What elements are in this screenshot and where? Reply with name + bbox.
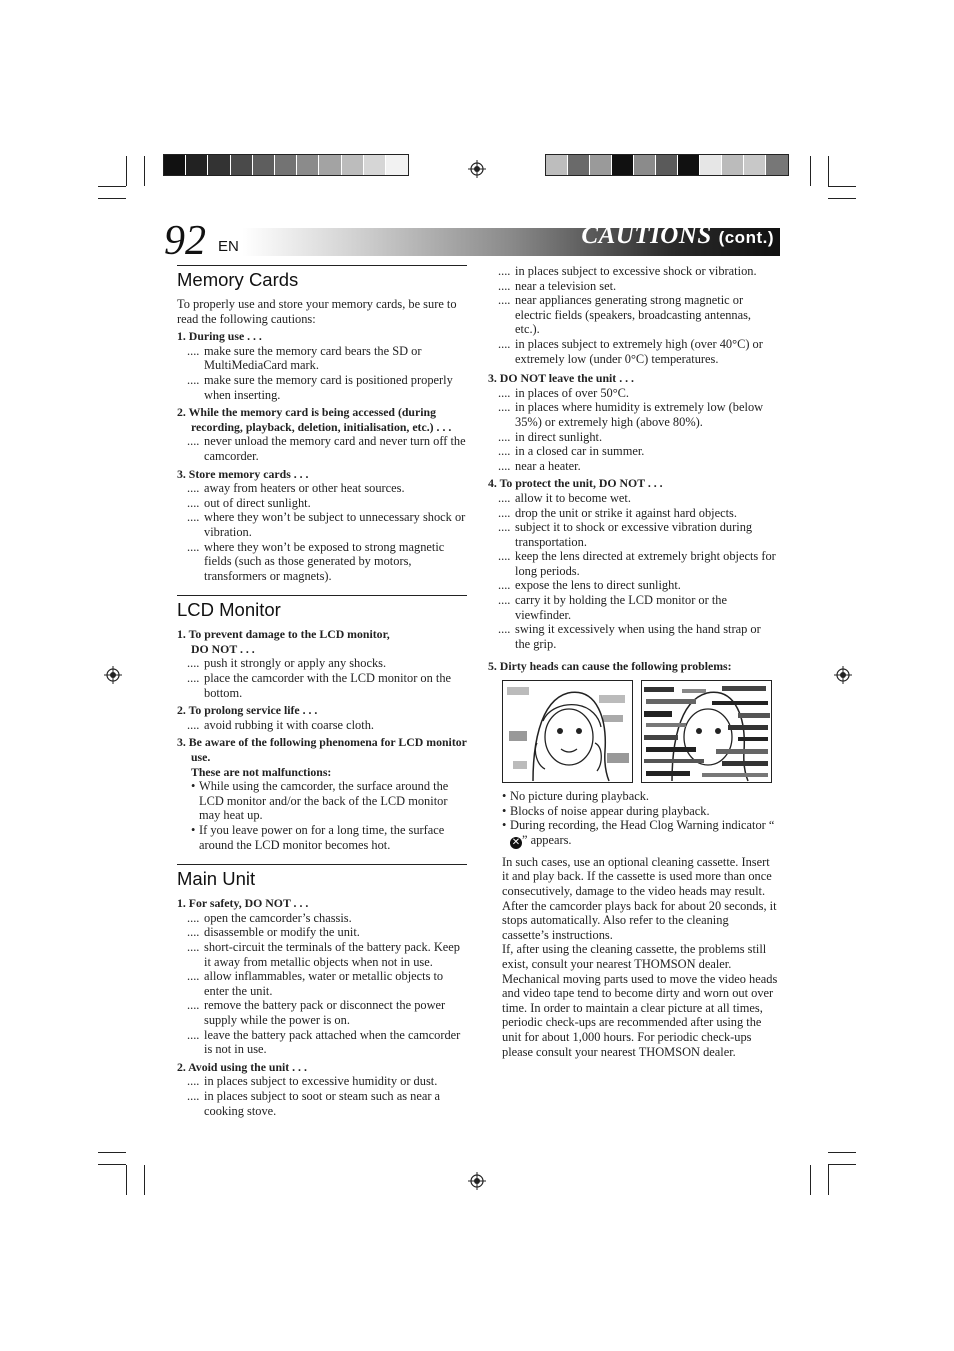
list-item: .... push it strongly or apply any shocks. — [177, 656, 467, 671]
list-item: .... carry it by holding the LCD monitor or the viewfinder. — [488, 593, 778, 622]
crop-mark — [810, 1165, 811, 1195]
list-item: .... where they won’t be subject to unnecessary shock or vibration. — [177, 510, 467, 539]
list-item: .... leave the battery pack attached when the camcorder is not in use. — [177, 1028, 467, 1057]
item-heading: 2. Avoid using the unit . . . — [177, 1059, 307, 1074]
list-item: .... keep the lens directed at extremely bright objects for long periods. — [488, 549, 778, 578]
page-header — [164, 218, 780, 264]
list-item: .... in direct sunlight. — [488, 430, 778, 445]
list-item: .... remove the battery pack or disconnect the power supply while the power is on. — [177, 998, 467, 1027]
figure-noise-blocks — [641, 680, 772, 783]
crop-mark — [98, 186, 126, 187]
paragraph: If, after using the cleaning cassette, the problems still exist, consult your nearest THOMSON dealer. — [502, 942, 767, 971]
page-title: CAUTIONS (cont.) — [581, 222, 774, 249]
list-item: .... never unload the memory card and never turn off the camcorder. — [177, 434, 467, 463]
list-item: • No picture during playback. — [488, 789, 778, 804]
list-item: .... allow it to become wet. — [488, 491, 778, 506]
list-item: .... allow inflammables, water or metallic objects to enter the unit. — [177, 969, 467, 998]
noise-blocks-illustration-icon — [642, 681, 772, 783]
page-language: EN — [218, 238, 239, 255]
crop-mark — [98, 1152, 126, 1153]
item-heading: 1. To prevent damage to the LCD monitor, DO NOT . . . — [177, 627, 390, 656]
item-heading: 1. For safety, DO NOT . . . — [177, 896, 309, 911]
registration-mark-icon — [468, 1172, 486, 1190]
list-item: .... disassemble or modify the unit. — [177, 925, 467, 940]
list-item: .... drop the unit or strike it against hard objects. — [488, 506, 778, 521]
crop-mark — [98, 1164, 126, 1165]
item-heading: 3. Store memory cards . . . — [177, 466, 309, 481]
list-item: .... avoid rubbing it with coarse cloth. — [177, 718, 467, 733]
list-item: .... swing it excessively when using the hand strap or the grip. — [488, 622, 778, 651]
crop-mark — [126, 156, 127, 186]
list-item: .... in places subject to extremely high (over 40°C) or extremely low (under 0°C) temperatures. — [488, 337, 778, 366]
crop-mark — [810, 156, 811, 186]
crop-mark — [828, 1152, 856, 1153]
crop-mark — [98, 198, 126, 199]
list-item: .... in places subject to excessive shock or vibration. — [488, 264, 778, 279]
registration-mark-icon — [468, 160, 486, 178]
item-heading: 5. Dirty heads can cause the following problems: — [488, 659, 732, 674]
list-item: .... in places subject to excessive humidity or dust. — [177, 1074, 467, 1089]
list-item: .... in a closed car in summer. — [488, 444, 778, 459]
list-item: .... in places of over 50°C. — [488, 386, 778, 401]
list-item: .... away from heaters or other heat sources. — [177, 481, 467, 496]
list-item: .... place the camcorder with the LCD monitor on the bottom. — [177, 671, 467, 700]
crop-mark — [828, 156, 829, 186]
head-clog-warning-icon: ✕ — [511, 836, 521, 848]
section-title-lcd-monitor: LCD Monitor — [177, 595, 467, 621]
list-item: .... short-circuit the terminals of the battery pack. Keep it away from metallic objects when not in use. — [177, 940, 467, 969]
list-item: .... in places where humidity is extremely low (below 35%) or extremely high (above 80%). — [488, 400, 778, 429]
intro-text: To properly use and store your memory cards, be sure to read the following cautions: — [177, 297, 457, 326]
crop-mark — [828, 198, 856, 199]
list-item: • While using the camcorder, the surface around the LCD monitor and/or the back of the LCD monitor may heat up. — [177, 779, 467, 823]
item-heading: 2. To prolong service life . . . — [177, 703, 318, 718]
item-heading: 2. While the memory card is being accessed (during recording, playback, deletion, initialisation, etc.) . . . — [177, 405, 452, 434]
item-heading: 3. DO NOT leave the unit . . . — [488, 371, 634, 386]
header-bar — [242, 222, 780, 256]
page-number: 92 — [164, 218, 206, 264]
list-item: .... subject it to shock or excessive vibration during transportation. — [488, 520, 778, 549]
registration-mark-icon — [834, 666, 852, 684]
list-item: .... near a heater. — [488, 459, 778, 474]
left-column — [177, 265, 467, 1118]
crop-mark — [828, 1165, 829, 1195]
crop-mark — [144, 156, 145, 186]
list-item: .... make sure the memory card is positioned properly when inserting. — [177, 373, 467, 402]
girl-face-illustration-icon — [503, 681, 633, 783]
section-title-memory-cards: Memory Cards — [177, 265, 467, 291]
item-heading: 3. Be aware of the following phenomena for LCD monitor use. These are not malfunctions: — [177, 735, 467, 779]
item-heading: 4. To protect the unit, DO NOT . . . — [488, 476, 663, 491]
list-item: .... near appliances generating strong magnetic or electric fields (speakers, broadcasting antennas, etc.). — [488, 293, 778, 337]
figures — [502, 680, 778, 783]
list-item: .... make sure the memory card bears the SD or MultiMediaCard mark. — [177, 344, 467, 373]
list-item: .... near a television set. — [488, 279, 778, 294]
figure-no-picture — [502, 680, 633, 783]
list-item: .... in places subject to soot or steam such as near a cooking stove. — [177, 1089, 467, 1118]
paragraph: In such cases, use an optional cleaning cassette. Insert it and play back. If the cassette is used more than once consecutively, damage to the video heads may result. After the camcorder plays back for about 20 seconds, it stops automatically. Also refer to the cleaning cassette’s instructions. — [502, 854, 777, 942]
list-item: • If you leave power on for a long time, the surface around the LCD monitor becomes hot. — [177, 823, 467, 852]
section-title-main-unit: Main Unit — [177, 864, 467, 890]
list-item: • Blocks of noise appear during playback. — [488, 804, 778, 819]
list-item: .... expose the lens to direct sunlight. — [488, 578, 778, 593]
calibration-strip-right — [545, 154, 789, 176]
crop-mark — [126, 1165, 127, 1195]
list-item: .... out of direct sunlight. — [177, 496, 467, 511]
crop-mark — [144, 1165, 145, 1195]
item-heading: 1. During use . . . — [177, 329, 262, 344]
right-column — [488, 264, 778, 1059]
list-item: .... where they won’t be exposed to strong magnetic fields (such as those generated by motors, transformers or magnets). — [177, 540, 467, 584]
registration-mark-icon — [104, 666, 122, 684]
crop-mark — [828, 186, 856, 187]
list-item: .... open the camcorder’s chassis. — [177, 911, 467, 926]
list-item: • During recording, the Head Clog Warning indicator “✕ ” appears. — [488, 818, 778, 849]
paragraph: Mechanical moving parts used to move the video heads and video tape tend to become dirty and worn out over time. In order to maintain a clear picture at all times, periodic check-ups are recommended after using the unit for about 1,000 hours. For periodic check-ups please consult your nearest THOMSON dealer. — [502, 971, 778, 1059]
crop-mark — [828, 1164, 856, 1165]
calibration-strip-left — [163, 154, 409, 176]
